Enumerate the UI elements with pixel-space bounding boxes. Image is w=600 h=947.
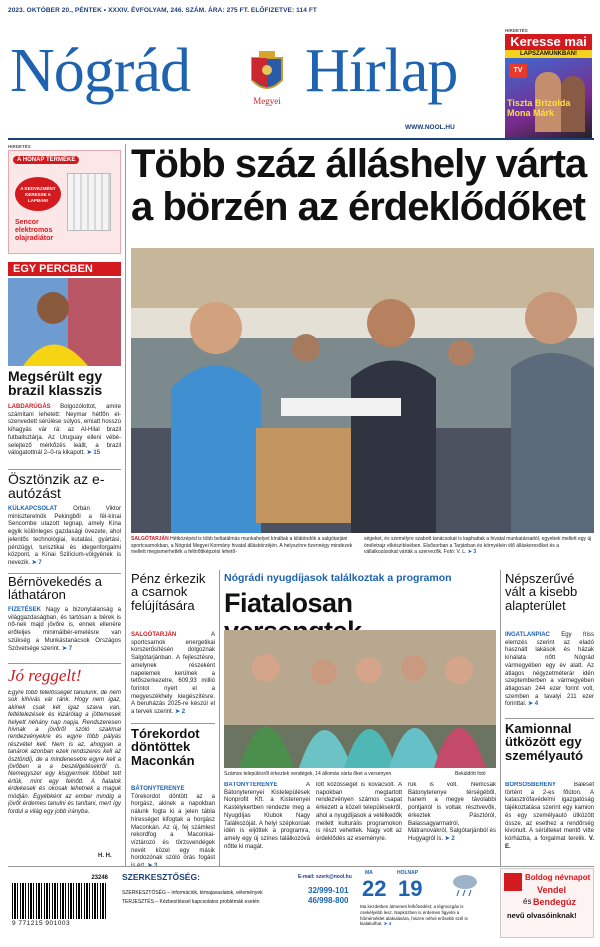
weather-tomorrow-label: HOLNAP — [397, 870, 419, 876]
crest-label: Megyei — [253, 96, 281, 106]
nyugdijas-col2: lott közösséget is kovácsolt. A napokban megtartott rendezvényen számos csapat érkezett a közeli településekről, ahol a nyugdíjasok a vetélkedők mellett kulturális programokon is részt vehettek. Nagy volt az érdeklődés az eseményre. — [316, 782, 402, 842]
footer-divider — [8, 866, 594, 867]
story-ber-text: FIZETÉSEK Nagy a bizonytalanság a világgazdaságban, és tartósan a bérek is nő-nek majd jövőre is, ennek ellenére erőteljes minimálbér-emelésre van szükség a Munkástanácsok Országos Szövetsége szerint. ➤ 7 — [8, 607, 121, 652]
column-divider — [125, 144, 126, 866]
radiator-image — [67, 173, 111, 231]
county-crest-icon — [242, 50, 292, 98]
top-ad-title: Keresse mai — [505, 34, 592, 50]
side-ad-badge: A KEDVEZMÉNY KERESSE A LAPBAN! — [15, 177, 61, 211]
lead-caption-left: SALGÓTARJÁN Hétközépéd is több beltatálmás munkahelyet kínáltak a kilátóndók a salgótarjáni sportcsarnokban, a Nógrád Megyei Kormány hivatal állásbörzéjén. A helyszínre tizennégy mindezek mellett megismerhették a feltnőttképzési lehető- — [131, 536, 353, 555]
side-ad-label: HIRDETÉS — [8, 144, 31, 149]
footer-bar — [120, 868, 485, 938]
weather-tomorrow-temp: 19 — [398, 876, 423, 901]
nameday-name-1: Vendel — [537, 885, 567, 895]
masthead-title-left: Nógrád — [10, 37, 190, 105]
column-divider — [500, 570, 501, 866]
nyugdijas-col1: BÁTONYTERENYE A Bátonyterenyei Kistelepülések Nonprofit Kft. a Kisterenyei Kastélykertben rendezte meg a Nyugdíjas Klubok Nagy Találkozóját. A helyi szépkorúak idén is eljöttek a programra, amely egy új színes találkozóvá nőtte ki magát. — [224, 782, 310, 850]
nameday-name-2: Bendegúz — [533, 897, 577, 907]
barcode: 23246 9 771215 901003 — [12, 875, 108, 927]
weather-text: Ma kezdetben átmeneti felhősödést; a légmozgás is csekélyebb lesz. Napközben is érdemes figyelni a hőmérséklet alakulására, hiszen néhol erősebb szél is kialakulhat. ➤ 4 — [360, 904, 468, 927]
torekordot-text: BÁTONYTERENYE Tórekordot döntött az a horgász, akinek a napokban nálunk fogta ki a jelen tábla hírességet kifogtak a horgász Maconkán. Az új, fej számlest rekordfog a Maconkai-víztározó és törzsvendégek nevét közel egy másik hordozónak szóló órás fogást — [131, 786, 215, 862]
ad-label: HIRDETÉS — [505, 28, 528, 33]
site-url[interactable]: WWW.NOOL.HU — [405, 124, 455, 131]
nyugdijas-photo-credit: Beküldött fotó — [455, 771, 486, 777]
lead-caption-right: ségeket, és személyre szabott tanácsokat is kaphattak a hivatal munkatársaitól, egyebek mellett egy új önéletrajz elkészítésében. Elsősorban a Tarjánban és környékén élő álláskeresőket és a vállalkozásokat várták a szervezők. Fotó: V. L. ➤ 3 — [364, 536, 592, 555]
phone-2[interactable]: 46/998-800 — [308, 896, 349, 905]
top-ad-subtitle: LAPSZÁMUNKBAN! — [505, 50, 592, 58]
cloud-rain-icon — [450, 872, 480, 898]
nyugdijas-headline[interactable]: Fiatalosan — [224, 588, 353, 618]
nameday-title: Boldog névnapot — [525, 873, 591, 882]
top-ad[interactable]: Keresse mai LAPSZÁMUNKBAN! TV Tiszta Brizolda Mona Márk — [505, 34, 592, 138]
lead-headline[interactable]: Több száz álláshely várta a börzén az érdeklődőket — [131, 142, 587, 230]
jo-reggelt-title: Jó reggelt! — [8, 666, 82, 685]
divider — [8, 663, 121, 664]
nyugdijas-col3: ruk is volt. Nemcsak Bátonyterenye térségéből, hanem a megye távolabbi pontjairól is voltak résztvevők, érkeztek Pásztóról, Balassagyarmatról, Mátranovákról, Salgótarjánból és Hugyagról is. ➤ 2 — [408, 782, 496, 842]
nyugdijas-kicker: Nógrádi nyugdíjasok találkoztak a programon — [224, 572, 452, 584]
footballer-photo — [8, 278, 121, 366]
side-ad-product: Sencor elektromos olajradiátor — [15, 219, 54, 242]
divider — [131, 723, 215, 724]
szerk-line-1: SZERKESZTŐSÉG – információk, témajavaslatok, vélemények — [122, 890, 263, 896]
lead-photo — [131, 248, 594, 533]
side-ad-banner: A HÓNAP TERMÉKE — [13, 156, 79, 164]
weather-today-temp: 22 — [362, 876, 387, 901]
story-eauto-text: KÜLKAPCSOLAT Orbán Viktor miniszterelnök Pekingből a fél-kínai Sencombe utazott tegnap, amely Kína egyik különleges gazdasági övezete, ahol jelentős technológiai, kutatási, gyártási, pénzügyi, turisztikai és idegenforgalmi központ, a Kínai Szilícium-völgyének is nevezik. ➤ 7 — [8, 506, 121, 566]
story-neymar-headline[interactable]: Megsérült egy brazil klasszis — [8, 368, 103, 399]
kamionnal-headline[interactable]: Kamionnal ütközött egy személyautó — [505, 721, 584, 763]
phone-1[interactable]: 32/999-101 — [308, 886, 349, 895]
nameday-box — [500, 868, 594, 938]
gift-icon — [504, 873, 522, 891]
divider — [8, 469, 121, 470]
masthead-title-right: Hírlap — [305, 37, 458, 105]
szerk-label: SZERKESZTŐSÉG: — [122, 872, 200, 882]
nyugdijas-photo — [224, 630, 496, 768]
jo-reggelt-text: Egyre több felelősséget tanulunk, de nem sok kihívás vár ránk. Hogy nem igaz, akinek csak két igaz szava van, feltételezések és kizárólag a jöttemesek helyett néhány nap napja. Rendszeresen hívnak a jövőről szóló szakmai rendezvényekre és egyre több pályás részvétel kell. Nem is az, ahogyan a tanárok azonban ezek rendszeres kell az ösztöndíj, de a mindenesetre egyre kell a jövőben a a beszélgetésekről is. Nemegyszer egy kisgyermek többet tett értük, mint egy felnőtt. A fiatalok érdekesek és okosak lehetnek a maguk módján. Egyébként az ember mindig a jövőt érdemes tanulni és tanítani, mert így fordul a világ egy jobb irányba. — [8, 690, 121, 815]
story-neymar-text: LABDARÚGÁS Bolgozólottot, amire számítani lehetett: Neymar hétfőn el-szenvedett sérülése súlyos, emiatt hosszú kihagyás vár rá: az Al-Hilal brazil futballsztárja. Az Uruguay elleni vébé-selejtező mérkőzés leállt, a brazil válogatottnál 2–0-ra kikapott. ➤ 15 — [8, 404, 121, 457]
email-label[interactable]: E-mail: szerk@nool.hu — [298, 874, 352, 880]
penz-text: SALGÓTARJÁN A sportcsarnok energetikai korszerűsítésén dolgoznak Salgótarjánban. A fejlesztésre, amelynek részeként napelemek kerülnek a tetőszerkezetre, 609,93 millió forintot nyert el a megyeszékhely kiegészítésre. A beruházás 2025-re készül el a tervek szerint. ➤ 2 — [131, 632, 215, 716]
torekordot-headline[interactable]: Tórekordot döntöttek Maconkán — [131, 726, 200, 768]
nepszeruve-text: INGATLANPIAC Egy friss elemzés szerint az eladó használt lakások és házak kínálata nőtt Nógrád vármegyében egy év alatt. Az átlagos négyzetméterár idén szeptemberben a vármegyében átlagosan 244 ezer forint volt, szemben a tavalyi 211 ezer forinttal. ➤ 4 — [505, 632, 594, 708]
story-eauto-headline[interactable]: Ösztönzik az e-autózást — [8, 471, 105, 502]
masthead-info: 2023. OKTÓBER 20., PÉNTEK • XXXIV. ÉVFOLYAM, 246. SZÁM. ÁRA: 275 FT. ELŐFIZETVE: 114 FT — [8, 7, 317, 14]
masthead-divider — [8, 138, 594, 140]
kamionnal-text: BORSOSBERÉNY Baleset történt a 2-es főúton. A katasztrófavédelmi igazgatóság tájékoztatása szerint egy kamion és egy személyautó ütközött össze, az esethez a rendőrség kivonult. A sérülteket mentő vitte kórházba, a forgalmat terelik. V. E. — [505, 782, 594, 850]
story-ber-headline[interactable]: Bérnövekedés a láthatáron — [8, 574, 102, 603]
penz-headline[interactable]: Pénz érkezik a csarnok felújítására — [131, 571, 206, 613]
column-divider — [219, 570, 220, 866]
nameday-footer: nevű olvasóinknak! — [507, 911, 577, 920]
top-ad-cover-text: Tiszta Brizolda Mona Márk — [507, 98, 571, 118]
szerk-line-2: TERJESZTÉS – Kézbesítéssel kapcsolatos problémák esetén — [122, 899, 260, 905]
jo-reggelt-author: H. H. — [98, 853, 112, 859]
divider — [505, 718, 594, 719]
egy-percben-tag: EGY PERCBEN — [8, 262, 121, 276]
side-ad[interactable] — [8, 150, 121, 254]
weather-today-label: MA — [365, 870, 373, 876]
nameday-and: és — [523, 897, 532, 906]
nyugdijas-photo-caption: Számos településről érkeztek vendégek, 14 állomás várta őket a versenyen — [224, 771, 392, 777]
nepszeruve-headline[interactable]: Népszerűvé vált a kisebb alapterület — [505, 571, 578, 613]
